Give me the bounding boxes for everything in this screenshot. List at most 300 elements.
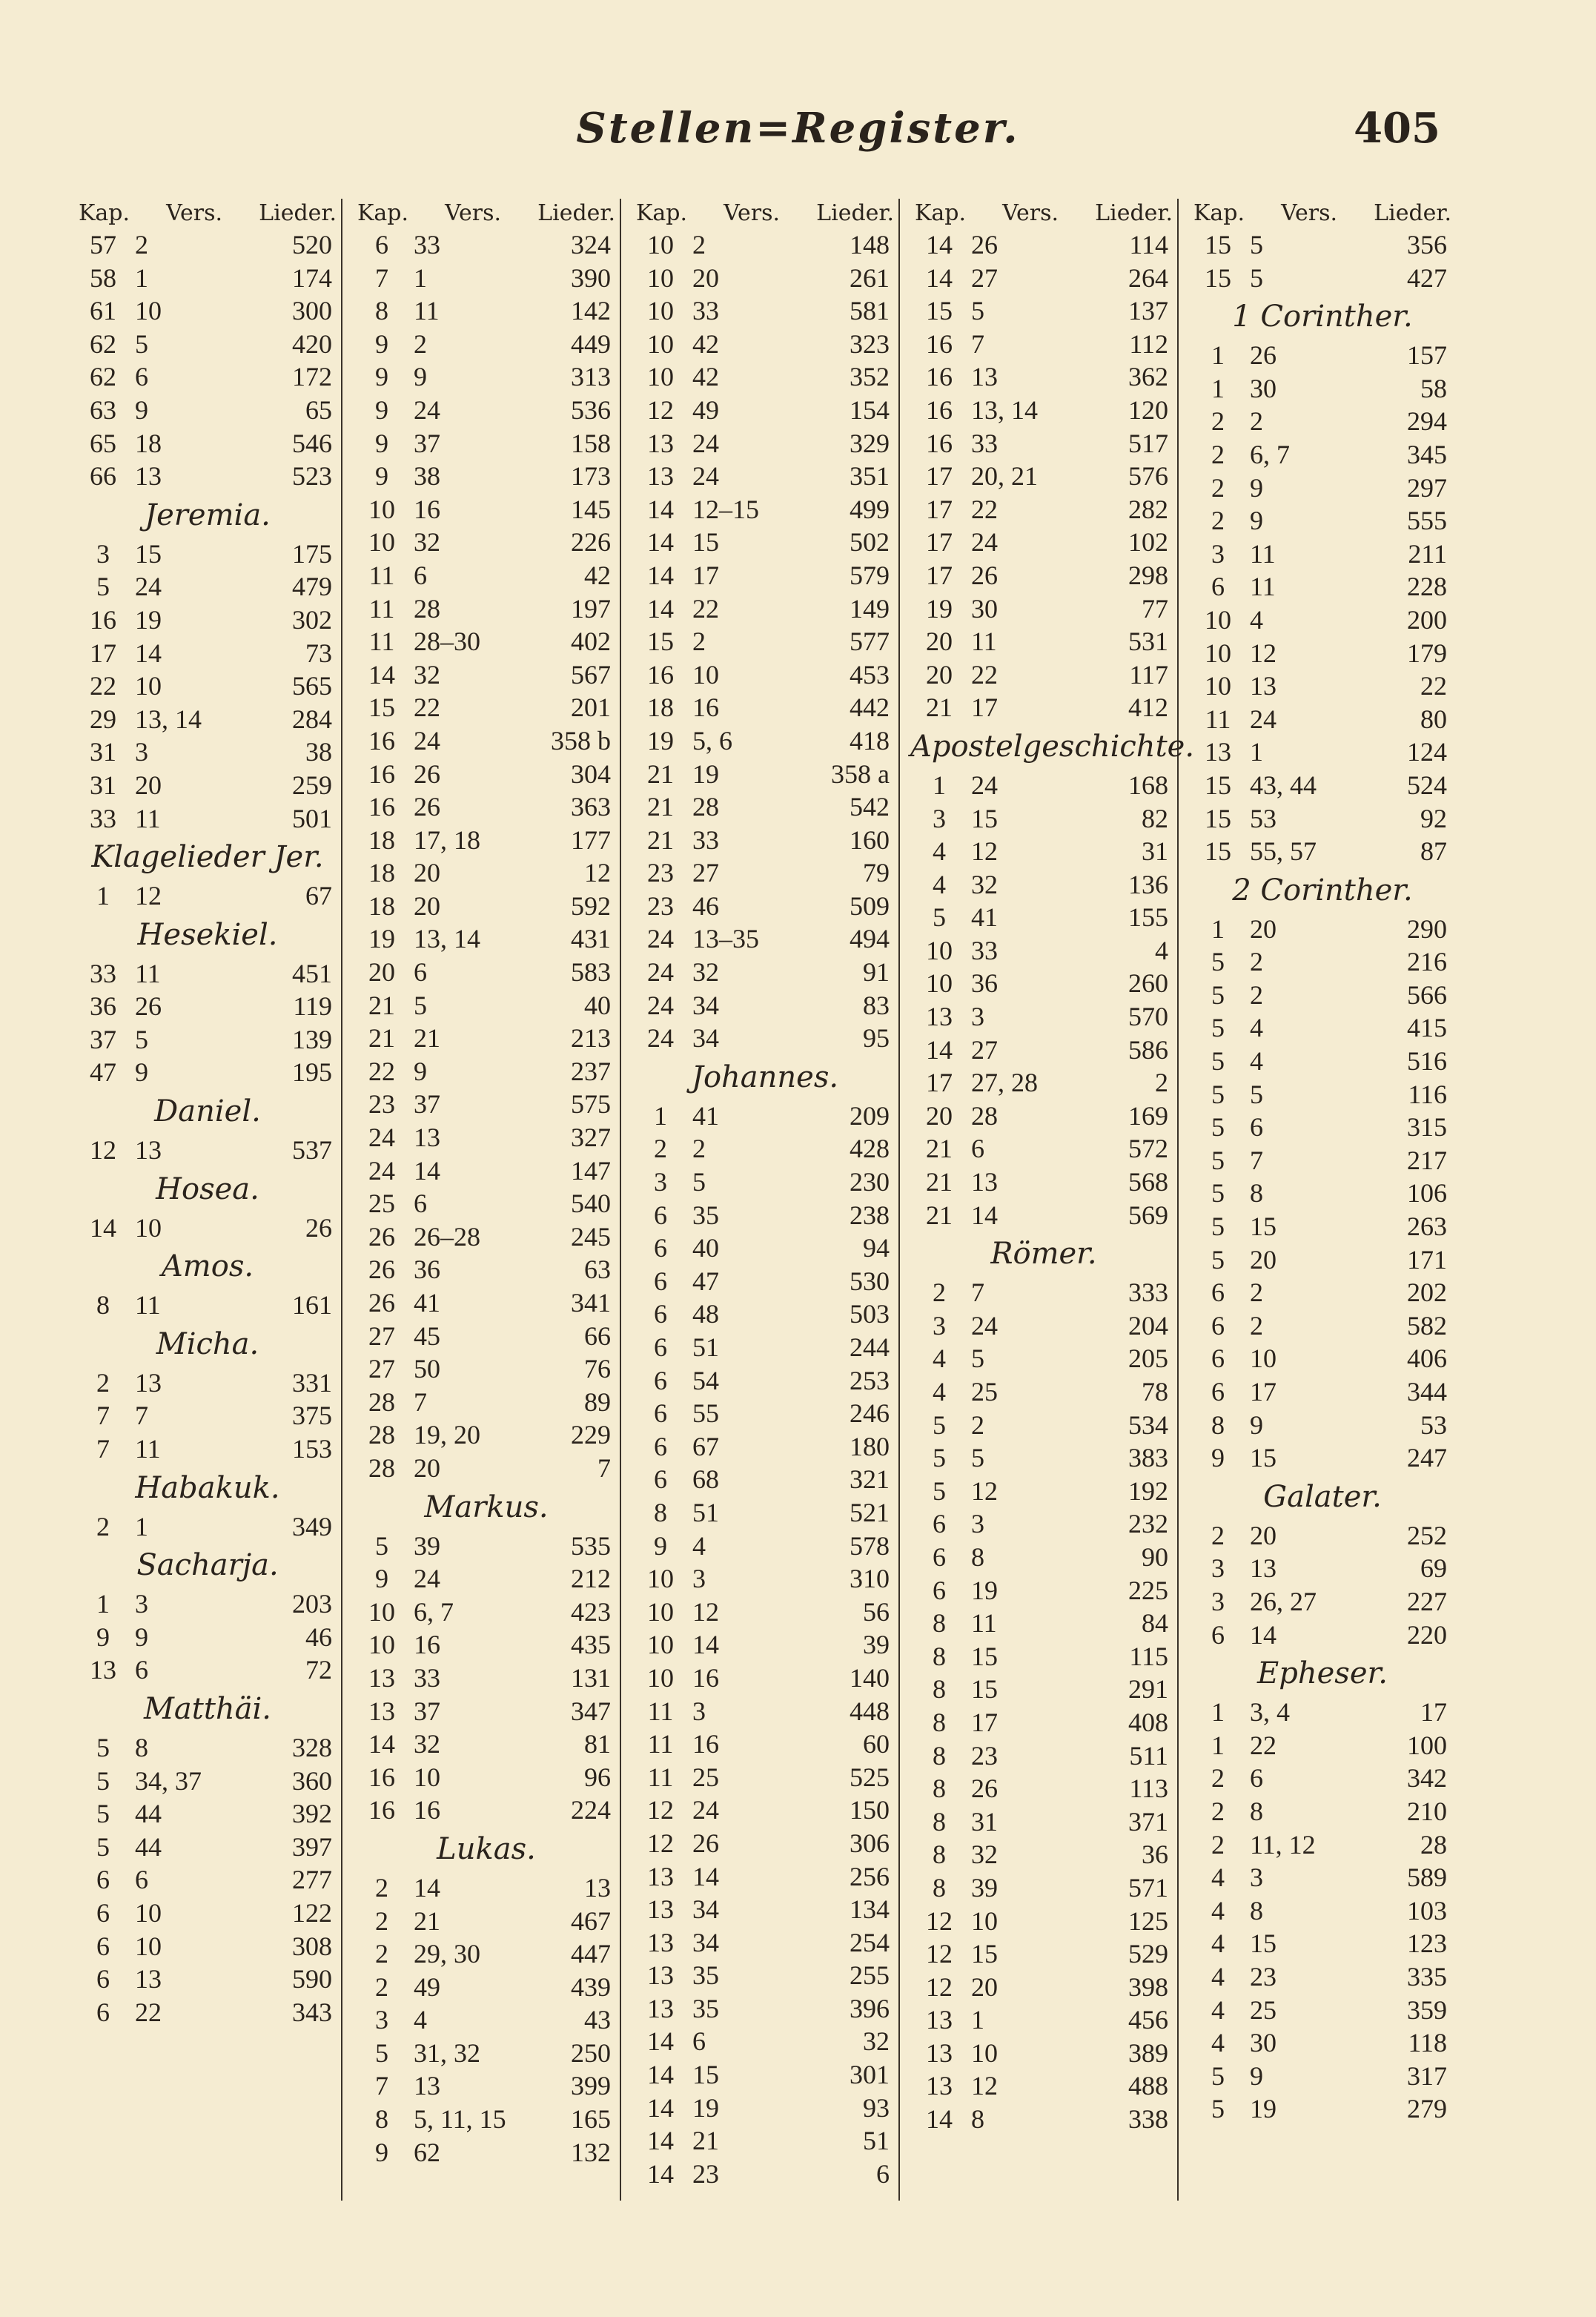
index-entry — [1189, 1994, 1456, 2027]
entry-hymn-number: 92 — [1420, 803, 1447, 833]
entry-hymn-number: 238 — [850, 1200, 890, 1230]
index-entry — [632, 758, 898, 791]
index-entry — [353, 625, 620, 658]
entry-verse: 14 — [971, 1200, 998, 1230]
entry-verse: 15 — [1250, 1212, 1277, 1242]
index-entry — [74, 1863, 341, 1897]
index-entry — [910, 967, 1177, 1000]
entry-chapter: 14 — [647, 593, 674, 624]
entry-hymn-number: 245 — [571, 1221, 611, 1252]
index-entry — [1189, 1795, 1456, 1828]
entry-hymn-number: 253 — [850, 1365, 890, 1395]
entry-chapter: 21 — [647, 792, 674, 822]
entry-hymn-number: 525 — [850, 1762, 890, 1792]
entry-verse: 20 — [971, 1971, 998, 2002]
index-entry — [74, 460, 341, 493]
entry-verse: 23 — [971, 1740, 998, 1771]
entry-verse: 49 — [692, 394, 719, 425]
entry-hymn-number: 106 — [1407, 1178, 1447, 1209]
entry-verse: 15 — [971, 1674, 998, 1705]
index-entry — [1189, 228, 1456, 262]
entry-chapter: 24 — [647, 1023, 674, 1054]
entry-hymn-number: 535 — [571, 1530, 611, 1561]
entry-verse: 2 — [1250, 947, 1263, 977]
entry-hymn-number: 139 — [292, 1024, 332, 1054]
entry-hymn-number: 294 — [1407, 406, 1447, 437]
entry-verse: 15 — [971, 1939, 998, 1969]
entry-chapter: 14 — [926, 2104, 953, 2135]
index-entry — [1189, 736, 1456, 769]
page-title: Stellen=Register. — [576, 104, 1020, 153]
entry-verse: 11 — [971, 1608, 997, 1639]
column-header-kap: Kap. — [357, 200, 409, 226]
entry-verse: 11 — [135, 1290, 161, 1321]
index-entry — [632, 790, 898, 824]
entry-verse: 35 — [692, 1200, 719, 1230]
entry-chapter: 10 — [647, 1630, 674, 1660]
entry-verse: 3 — [692, 1696, 706, 1726]
entry-verse: 1 — [414, 262, 427, 293]
entry-verse: 31 — [971, 1806, 998, 1837]
index-entry — [910, 625, 1177, 658]
index-entry — [1189, 769, 1456, 802]
index-entry — [74, 802, 341, 836]
entry-chapter: 12 — [647, 1828, 674, 1858]
entry-chapter: 5 — [1211, 947, 1225, 977]
index-entry — [74, 1399, 341, 1432]
index-entry — [353, 1320, 620, 1353]
entry-hymn-number: 344 — [1407, 1377, 1447, 1407]
entry-chapter: 15 — [926, 296, 953, 326]
entry-verse: 16 — [692, 1729, 719, 1759]
entry-hymn-number: 168 — [1128, 770, 1168, 800]
entry-hymn-number: 362 — [1128, 362, 1168, 392]
entry-hymn-number: 435 — [571, 1630, 611, 1660]
index-entry — [74, 1653, 341, 1687]
entry-verse: 2 — [1250, 1278, 1263, 1308]
index-entry — [910, 1066, 1177, 1100]
entry-hymn-number: 63 — [584, 1255, 611, 1285]
entry-verse: 13–35 — [692, 924, 759, 954]
index-entry — [74, 538, 341, 571]
entry-chapter: 11 — [1205, 704, 1231, 734]
entry-verse: 13 — [135, 1135, 162, 1166]
entry-chapter: 6 — [654, 1332, 667, 1362]
entry-verse: 15 — [971, 803, 998, 833]
entry-hymn-number: 122 — [292, 1897, 332, 1928]
entry-chapter: 13 — [1205, 737, 1231, 767]
entry-hymn-number: 204 — [1128, 1310, 1168, 1341]
entry-hymn-number: 80 — [1420, 704, 1447, 734]
entry-hymn-number: 153 — [292, 1434, 332, 1464]
entry-verse: 5 — [971, 1343, 984, 1374]
entry-verse: 37 — [414, 1089, 440, 1120]
entry-chapter: 20 — [926, 1100, 953, 1131]
entry-verse: 41 — [414, 1288, 440, 1318]
index-entry — [353, 526, 620, 559]
entry-chapter: 23 — [368, 1089, 395, 1120]
index-entry — [353, 1088, 620, 1121]
index-entry — [74, 879, 341, 913]
entry-hymn-number: 338 — [1128, 2104, 1168, 2135]
entry-verse: 2 — [1250, 406, 1263, 437]
entry-verse: 2 — [1250, 1310, 1263, 1341]
entry-chapter: 1 — [1211, 373, 1225, 403]
entry-chapter: 6 — [654, 1299, 667, 1329]
entry-chapter: 10 — [926, 968, 953, 999]
entry-chapter: 5 — [933, 1409, 946, 1440]
entry-chapter: 10 — [647, 362, 674, 392]
entry-verse: 18 — [135, 428, 162, 458]
index-column-4 — [910, 199, 1195, 2201]
index-entry — [632, 625, 898, 658]
index-entry — [353, 360, 620, 394]
index-entry — [632, 2158, 898, 2191]
index-entry — [910, 1166, 1177, 1199]
entry-hymn-number: 210 — [1407, 1796, 1447, 1826]
entry-chapter: 2 — [375, 1906, 388, 1936]
index-entry — [1189, 1276, 1456, 1309]
index-entry — [353, 1628, 620, 1662]
index-entry — [1189, 1177, 1456, 1210]
entry-verse: 22 — [692, 593, 719, 624]
entry-hymn-number: 406 — [1407, 1343, 1447, 1374]
entry-verse: 2 — [135, 230, 148, 260]
entry-verse: 33 — [692, 296, 719, 326]
index-entry — [632, 526, 898, 559]
entry-verse: 6 — [1250, 1763, 1263, 1794]
entry-hymn-number: 96 — [584, 1762, 611, 1792]
entry-chapter: 6 — [96, 1931, 110, 1961]
entry-verse: 32 — [414, 527, 440, 558]
entry-verse: 16 — [414, 1630, 440, 1660]
entry-hymn-number: 291 — [1128, 1674, 1168, 1705]
index-entry — [632, 1893, 898, 1926]
book-heading: Amos. — [161, 1249, 254, 1284]
index-entry — [910, 1937, 1177, 1971]
index-entry — [910, 2037, 1177, 2070]
entry-hymn-number: 228 — [1407, 572, 1447, 602]
index-entry — [1189, 262, 1456, 295]
entry-chapter: 16 — [368, 792, 395, 822]
index-entry — [632, 1794, 898, 1827]
entry-hymn-number: 42 — [584, 560, 611, 590]
entry-hymn-number: 58 — [1420, 373, 1447, 403]
entry-verse: 13, 14 — [135, 704, 202, 734]
entry-verse: 12 — [971, 2071, 998, 2101]
entry-chapter: 8 — [933, 1707, 946, 1737]
entry-verse: 21 — [414, 1906, 440, 1936]
entry-verse: 19 — [971, 1575, 998, 1605]
entry-hymn-number: 359 — [1407, 1994, 1447, 2025]
entry-chapter: 10 — [368, 1630, 395, 1660]
index-entry — [1189, 504, 1456, 538]
entry-hymn-number: 81 — [584, 1729, 611, 1759]
entry-verse: 22 — [971, 659, 998, 690]
entry-verse: 7 — [1250, 1145, 1263, 1175]
entry-hymn-number: 180 — [850, 1431, 890, 1461]
entry-chapter: 28 — [368, 1420, 395, 1450]
index-entry — [910, 1507, 1177, 1541]
index-entry — [353, 1905, 620, 1938]
page-header — [0, 104, 1596, 185]
entry-verse: 32 — [414, 1729, 440, 1759]
entry-verse: 15 — [692, 2060, 719, 2090]
entry-verse: 26 — [1250, 340, 1277, 371]
entry-chapter: 8 — [1211, 1409, 1225, 1440]
entry-chapter: 23 — [647, 890, 674, 921]
entry-chapter: 2 — [375, 1872, 388, 1903]
entry-chapter: 7 — [375, 2071, 388, 2101]
entry-chapter: 4 — [1211, 1928, 1225, 1959]
entry-chapter: 65 — [90, 428, 116, 458]
entry-chapter: 31 — [90, 737, 116, 767]
entry-verse: 5, 6 — [692, 725, 732, 756]
index-entry — [353, 1418, 620, 1452]
entry-verse: 34 — [692, 990, 719, 1020]
entry-verse: 16 — [692, 693, 719, 723]
entry-verse: 22 — [971, 494, 998, 524]
entry-chapter: 13 — [647, 1927, 674, 1957]
entry-hymn-number: 375 — [292, 1401, 332, 1431]
entry-chapter: 14 — [647, 2092, 674, 2123]
index-entry — [910, 2069, 1177, 2103]
entry-hymn-number: 227 — [1407, 1586, 1447, 1616]
entry-chapter: 4 — [1211, 1994, 1225, 2025]
index-entry — [632, 1430, 898, 1464]
index-entry — [632, 1199, 898, 1232]
entry-hymn-number: 165 — [571, 2104, 611, 2135]
index-entry — [353, 427, 620, 460]
entry-chapter: 22 — [90, 671, 116, 701]
entry-verse: 27 — [971, 262, 998, 293]
entry-verse: 23 — [1250, 1961, 1277, 1992]
entry-hymn-number: 479 — [292, 572, 332, 602]
entry-verse: 5 — [1250, 262, 1263, 293]
column-header — [353, 199, 620, 228]
entry-hymn-number: 569 — [1128, 1200, 1168, 1230]
entry-chapter: 10 — [368, 527, 395, 558]
entry-chapter: 15 — [1205, 803, 1231, 833]
entry-chapter: 19 — [368, 924, 395, 954]
entry-chapter: 17 — [926, 1068, 953, 1098]
entry-chapter: 36 — [90, 991, 116, 1022]
index-entry — [910, 1871, 1177, 1905]
entry-hymn-number: 546 — [292, 428, 332, 458]
entry-chapter: 16 — [926, 362, 953, 392]
entry-verse: 24 — [414, 725, 440, 756]
column-header — [74, 199, 341, 228]
entry-verse: 13 — [135, 1367, 162, 1398]
entry-verse: 26 — [971, 1774, 998, 1804]
entry-hymn-number: 342 — [1407, 1763, 1447, 1794]
entry-chapter: 10 — [368, 1596, 395, 1627]
index-entry — [353, 1971, 620, 2004]
entry-chapter: 9 — [375, 328, 388, 359]
entry-hymn-number: 521 — [850, 1497, 890, 1527]
entry-hymn-number: 12 — [584, 858, 611, 888]
entry-chapter: 13 — [926, 2005, 953, 2035]
index-entry — [353, 1937, 620, 1971]
entry-verse: 17 — [971, 1707, 998, 1737]
entry-verse: 24 — [971, 527, 998, 558]
entry-hymn-number: 536 — [571, 394, 611, 425]
index-entry — [632, 1761, 898, 1794]
book-heading: Matthäi. — [143, 1692, 272, 1726]
entry-hymn-number: 137 — [1128, 296, 1168, 326]
entry-verse: 12–15 — [692, 494, 759, 524]
entry-chapter: 6 — [654, 1233, 667, 1263]
entry-chapter: 18 — [368, 890, 395, 921]
entry-verse: 47 — [692, 1266, 719, 1296]
entry-hymn-number: 259 — [292, 770, 332, 800]
entry-chapter: 1 — [1211, 340, 1225, 371]
entry-chapter: 4 — [1211, 2028, 1225, 2058]
entry-chapter: 2 — [375, 1971, 388, 2002]
entry-hymn-number: 516 — [1407, 1046, 1447, 1077]
index-entry — [910, 1640, 1177, 1673]
index-entry — [910, 1541, 1177, 1574]
entry-chapter: 9 — [375, 2137, 388, 2167]
entry-chapter: 24 — [368, 1155, 395, 1186]
entry-chapter: 5 — [933, 1443, 946, 1473]
index-entry — [910, 1342, 1177, 1375]
index-entry — [632, 1827, 898, 1860]
entry-chapter: 24 — [647, 924, 674, 954]
entry-hymn-number: 389 — [1128, 2037, 1168, 2068]
entry-chapter: 29 — [90, 704, 116, 734]
entry-verse: 62 — [414, 2137, 440, 2167]
entry-verse: 11 — [414, 296, 440, 326]
entry-hymn-number: 51 — [863, 2126, 890, 2156]
entry-verse: 11 — [135, 958, 161, 988]
index-entry — [632, 922, 898, 956]
index-entry — [632, 890, 898, 923]
index-entry — [910, 1971, 1177, 2004]
entry-verse: 31, 32 — [414, 2037, 480, 2068]
entry-hymn-number: 84 — [1142, 1608, 1168, 1639]
entry-verse: 44 — [135, 1799, 162, 1829]
index-entry — [632, 1463, 898, 1496]
book-heading: Epheser. — [1257, 1656, 1388, 1691]
entry-hymn-number: 423 — [571, 1596, 611, 1627]
entry-verse: 24 — [414, 394, 440, 425]
entry-hymn-number: 589 — [1407, 1862, 1447, 1893]
index-entry — [74, 262, 341, 295]
entry-hymn-number: 67 — [305, 881, 332, 911]
index-entry — [353, 1253, 620, 1286]
index-entry — [632, 824, 898, 857]
entry-chapter: 2 — [1211, 406, 1225, 437]
entry-chapter: 8 — [375, 296, 388, 326]
entry-hymn-number: 213 — [571, 1023, 611, 1054]
entry-chapter: 8 — [933, 1806, 946, 1837]
entry-chapter: 10 — [647, 262, 674, 293]
index-entry — [910, 228, 1177, 262]
index-entry — [910, 1100, 1177, 1133]
entry-chapter: 3 — [1211, 1586, 1225, 1616]
entry-hymn-number: 211 — [1408, 538, 1447, 569]
index-entry — [632, 262, 898, 295]
index-entry — [74, 1366, 341, 1400]
entry-hymn-number: 301 — [850, 2060, 890, 2090]
index-entry — [1189, 1894, 1456, 1928]
entry-hymn-number: 102 — [1128, 527, 1168, 558]
entry-hymn-number: 94 — [863, 1233, 890, 1263]
entry-verse: 4 — [1250, 1046, 1263, 1077]
entry-hymn-number: 173 — [571, 461, 611, 492]
index-entry — [632, 294, 898, 328]
entry-verse: 11 — [1250, 538, 1276, 569]
entry-chapter: 6 — [933, 1575, 946, 1605]
entry-verse: 4 — [1250, 604, 1263, 635]
entry-hymn-number: 124 — [1407, 737, 1447, 767]
index-entry — [74, 1023, 341, 1057]
entry-verse: 24 — [971, 1310, 998, 1341]
entry-verse: 24 — [971, 770, 998, 800]
entry-hymn-number: 115 — [1129, 1641, 1168, 1671]
entry-chapter: 3 — [1211, 1553, 1225, 1584]
entry-verse: 28 — [414, 593, 440, 624]
entry-chapter: 13 — [647, 1894, 674, 1925]
entry-chapter: 1 — [1211, 1697, 1225, 1728]
entry-hymn-number: 576 — [1128, 461, 1168, 492]
entry-hymn-number: 13 — [584, 1872, 611, 1903]
entry-verse: 33 — [692, 824, 719, 855]
page-number: 405 — [1354, 104, 1440, 153]
index-entry — [1189, 372, 1456, 406]
entry-chapter: 9 — [96, 1622, 110, 1652]
entry-chapter: 9 — [375, 362, 388, 392]
index-entry — [353, 724, 620, 758]
entry-verse: 27 — [971, 1034, 998, 1065]
index-entry — [353, 1055, 620, 1088]
entry-chapter: 5 — [96, 1733, 110, 1762]
index-entry — [353, 1452, 620, 1485]
entry-verse: 16 — [414, 1795, 440, 1825]
index-entry — [632, 724, 898, 758]
entry-verse: 51 — [692, 1332, 719, 1362]
book-heading: Römer. — [990, 1237, 1097, 1272]
entry-chapter: 7 — [96, 1401, 110, 1431]
index-entry — [353, 1695, 620, 1728]
entry-hymn-number: 87 — [1420, 836, 1447, 867]
column-header-vers: Vers. — [1002, 200, 1059, 226]
entry-chapter: 10 — [647, 1662, 674, 1693]
index-entry — [1189, 1210, 1456, 1243]
entry-chapter: 1 — [96, 881, 110, 911]
entry-chapter: 10 — [647, 328, 674, 359]
index-entry — [353, 989, 620, 1022]
entry-verse: 15 — [135, 538, 162, 569]
entry-verse: 5 — [1250, 230, 1263, 260]
index-entry — [353, 2136, 620, 2169]
index-entry — [353, 1871, 620, 1905]
entry-chapter: 17 — [926, 494, 953, 524]
entry-hymn-number: 82 — [1142, 803, 1168, 833]
index-entry — [1189, 1243, 1456, 1277]
entry-chapter: 6 — [1211, 1619, 1225, 1650]
index-column-2 — [353, 199, 621, 2201]
index-entry — [353, 2037, 620, 2070]
index-entry — [74, 1134, 341, 1167]
entry-hymn-number: 529 — [1128, 1939, 1168, 1969]
entry-hymn-number: 520 — [292, 230, 332, 260]
index-entry — [632, 691, 898, 724]
entry-verse: 6 — [692, 2026, 706, 2057]
entry-chapter: 15 — [1205, 262, 1231, 293]
entry-hymn-number: 158 — [571, 428, 611, 458]
